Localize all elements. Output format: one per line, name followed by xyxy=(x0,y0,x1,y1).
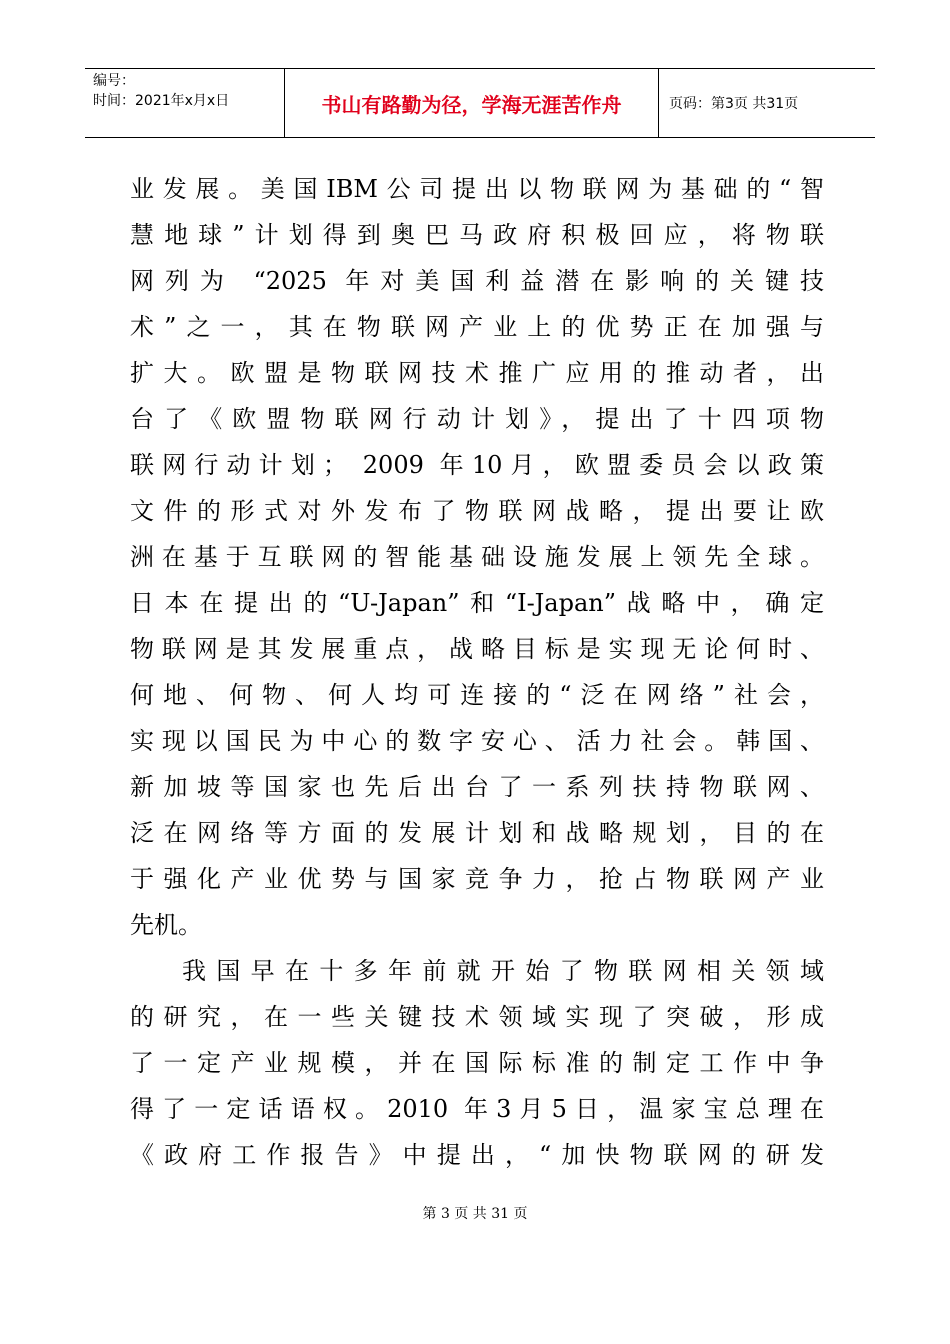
header-meta xyxy=(85,69,285,137)
text-line: 台了《欧盟物联网行动计划》，提出了十四项物 xyxy=(130,405,824,433)
page-footer xyxy=(0,1203,950,1223)
text-line: 联网行动计划； 2009 年10月，欧盟委员会以政策 xyxy=(130,451,824,479)
text-line: 先机。 xyxy=(130,911,202,939)
text-line: 业发展。美国IBM公司提出以物联网为基础的“智 xyxy=(130,175,824,203)
text-line: 文件的形式对外发布了物联网战略，提出要让欧 xyxy=(130,497,824,525)
header-page-info xyxy=(659,69,875,137)
text-line: 泛在网络等方面的发展计划和战略规划，目的在 xyxy=(130,819,824,847)
text-line: 术”之一，其在物联网产业上的优势正在加强与 xyxy=(130,313,824,341)
footer-page-number: 第 3 页 共 31 页 xyxy=(422,1206,528,1222)
text-line: 物联网是其发展重点，战略目标是实现无论何时、 xyxy=(130,635,824,663)
header-motto: 书山有路勤为径，学海无涯苦作舟 xyxy=(285,69,659,137)
text-line: 洲在基于互联网的智能基础设施发展上领先全球。 xyxy=(130,543,824,571)
text-line: 《政府工作报告》中提出，“加快物联网的研发 xyxy=(130,1141,824,1169)
text-line: 得了一定话语权。2010 年3月5日，温家宝总理在 xyxy=(130,1095,824,1123)
header-page-label: 页码：第3页 共31页 xyxy=(669,96,799,112)
text-line: 的研究，在一些关键技术领域实现了突破，形成 xyxy=(130,1003,824,1031)
text-line: 何地、何物、何人均可连接的“泛在网络”社会， xyxy=(130,681,824,709)
page-header xyxy=(85,68,875,138)
text-line: 扩大。欧盟是物联网技术推广应用的推动者，出 xyxy=(130,359,824,387)
document-time-label: 时间：2021年x月x日 xyxy=(93,93,230,109)
text-line: 实现以国民为中心的数字安心、活力社会。韩国、 xyxy=(130,727,824,755)
document-body xyxy=(130,166,824,1178)
text-line: 我国早在十多年前就开始了物联网相关领域 xyxy=(182,957,824,985)
text-line: 于强化产业优势与国家竞争力，抢占物联网产业 xyxy=(130,865,824,893)
text-line: 日本在提出的“U-Japan”和“I-Japan”战略中，确定 xyxy=(130,589,824,617)
text-line: 新加坡等国家也先后出台了一系列扶持物联网、 xyxy=(130,773,824,801)
paragraph xyxy=(130,166,824,948)
document-number-label: 编号： xyxy=(93,73,135,89)
text-line: 了一定产业规模，并在国际标准的制定工作中争 xyxy=(130,1049,824,1077)
paragraph xyxy=(130,948,824,1178)
text-line: 网列为 “2025 年对美国利益潜在影响的关键技 xyxy=(130,267,824,295)
text-line: 慧地球”计划得到奥巴马政府积极回应，将物联 xyxy=(130,221,824,249)
